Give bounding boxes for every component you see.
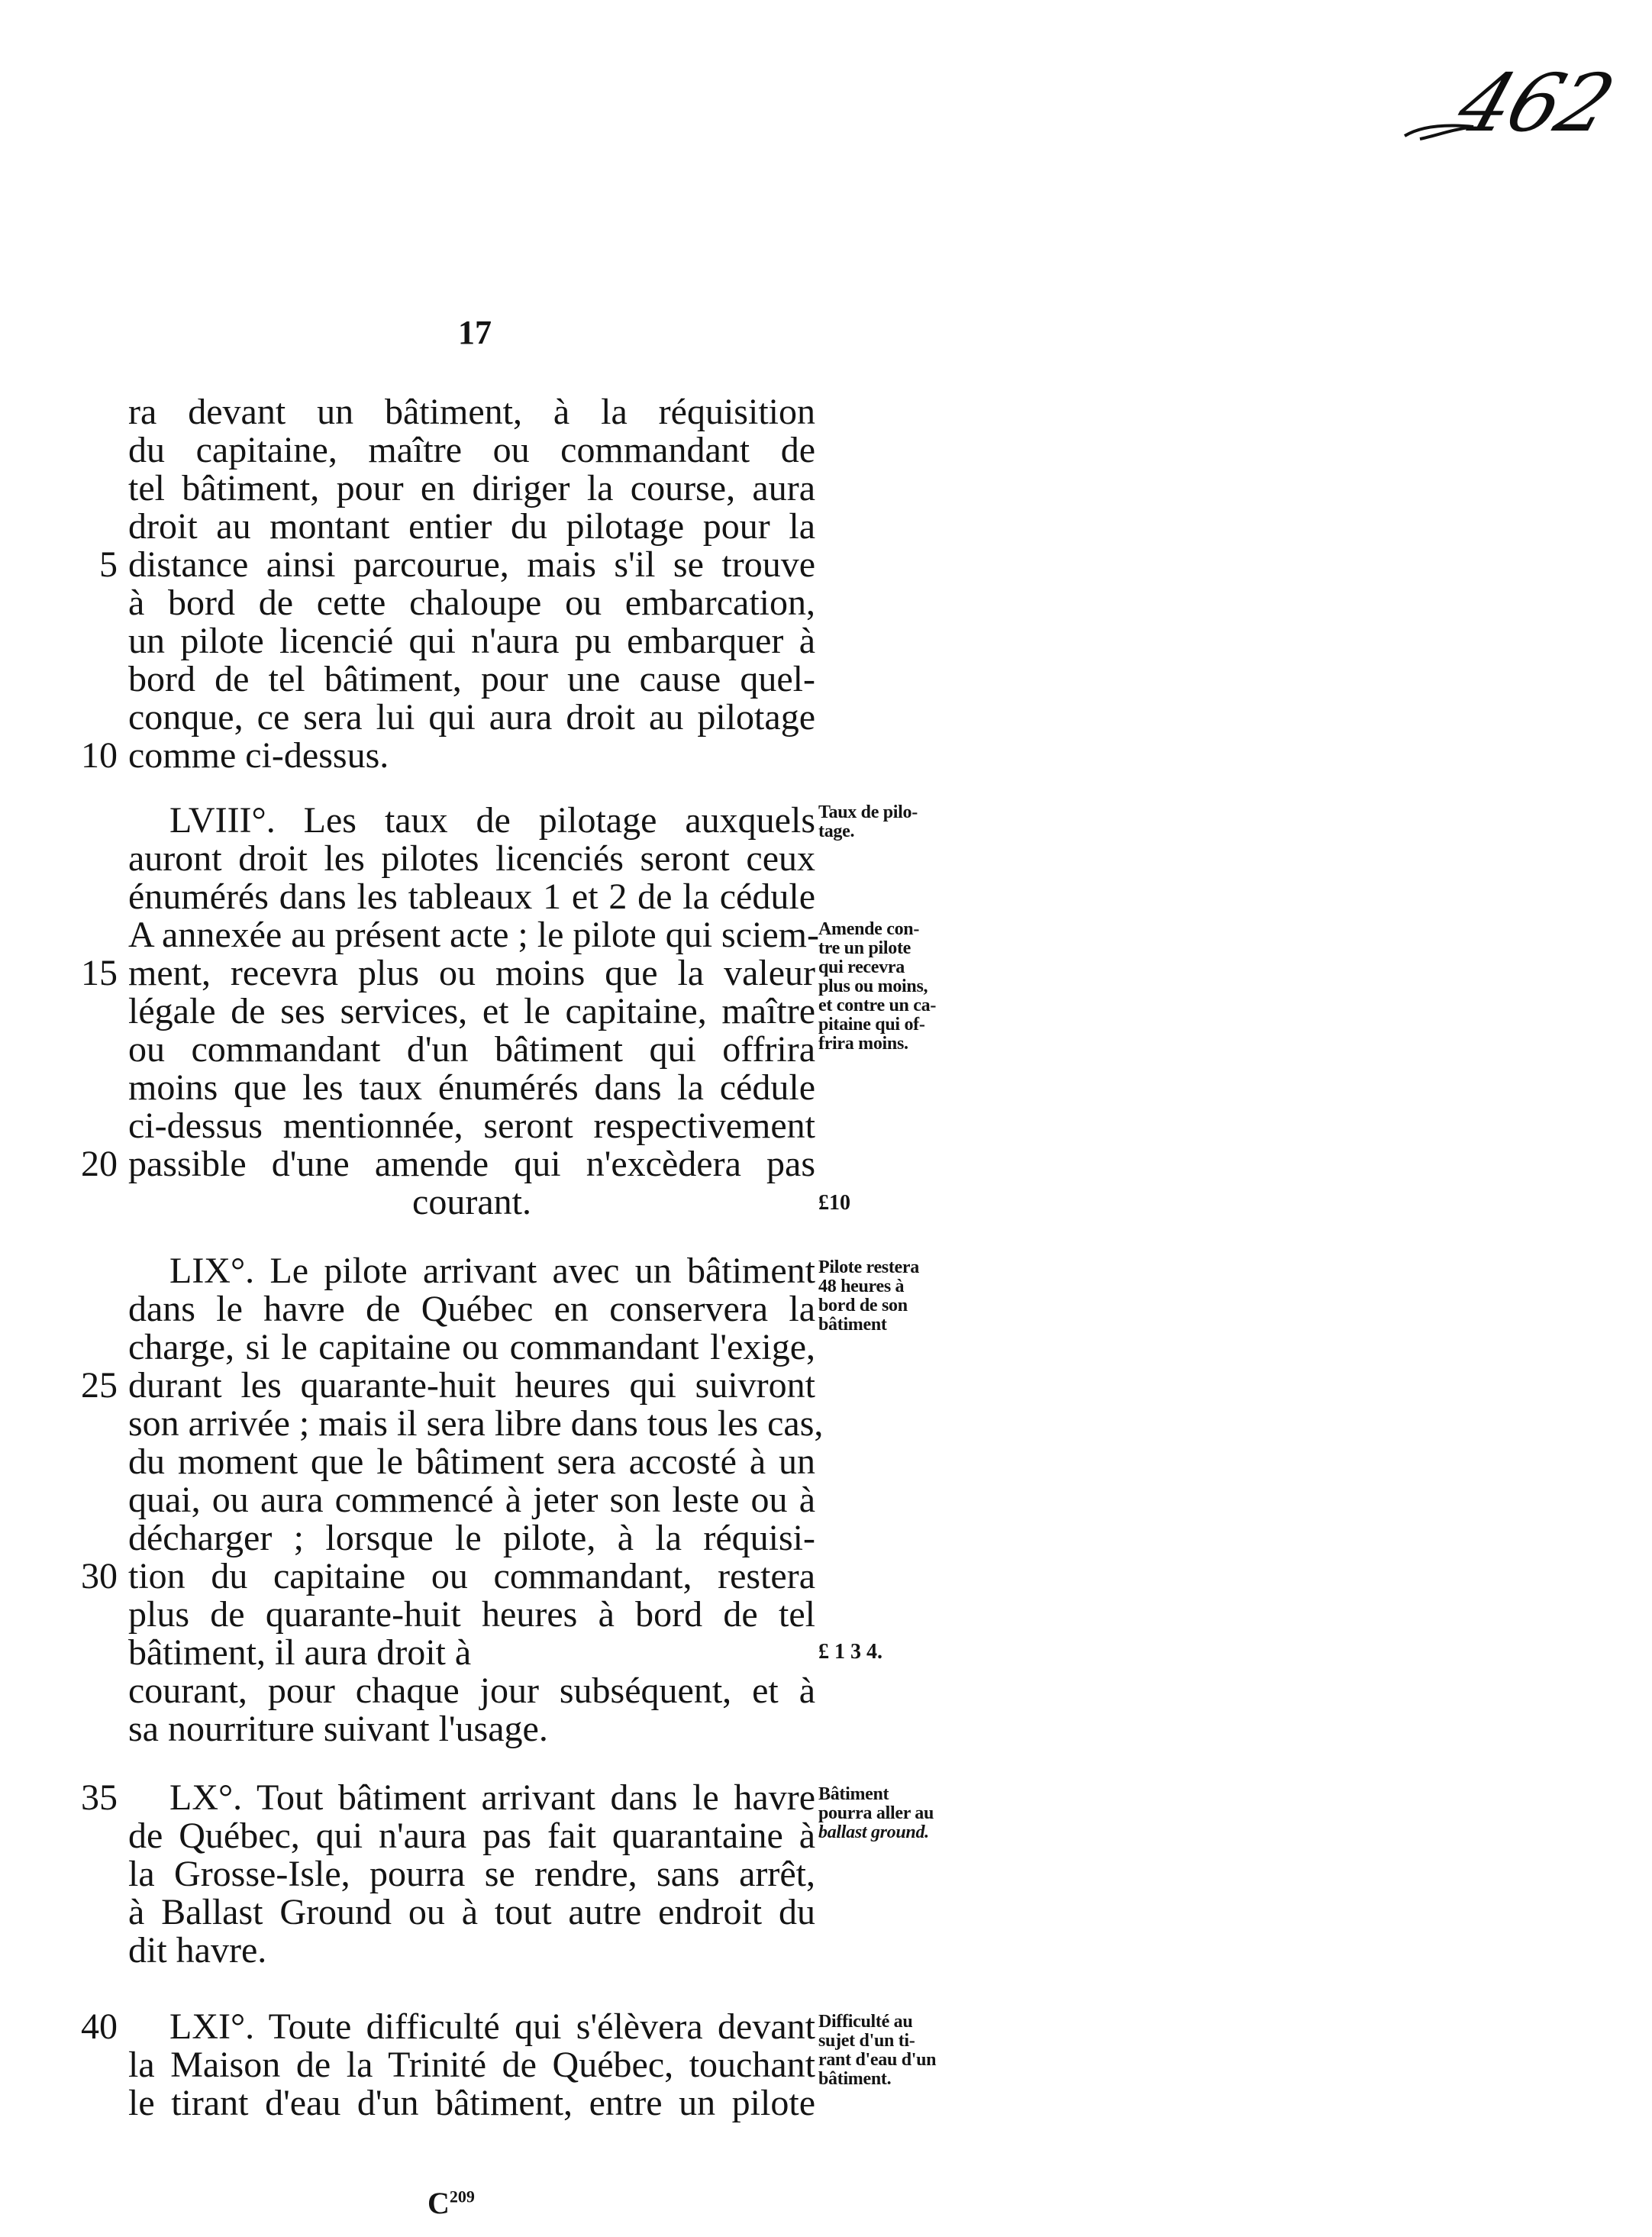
- margin-note-taux: [818, 803, 986, 841]
- line-number: 25: [81, 1365, 118, 1406]
- margin-note-line: Pilote restera: [818, 1257, 919, 1277]
- text-line: énumérés dans les tableaux 1 et 2 de la cédule: [128, 876, 815, 917]
- margin-note-pilote: [818, 1258, 986, 1335]
- text-line: ment, recevra plus ou moins que la valeur: [128, 953, 815, 993]
- margin-note-line: Difficulté au: [818, 2012, 913, 2032]
- text-line: dans le havre de Québec en conservera la: [128, 1289, 815, 1329]
- margin-note-batiment: [818, 1785, 986, 1842]
- line-number: 5: [99, 544, 118, 585]
- signature-letter: C: [428, 2186, 450, 2220]
- text-line: plus de quarante-huit heures à bord de tel: [128, 1594, 815, 1635]
- line-number: 35: [81, 1777, 118, 1818]
- text-line: passible d'une amende qui n'excèdera pas: [128, 1144, 815, 1184]
- handwritten-folio-text: 462: [1447, 56, 1625, 150]
- line-number: 30: [81, 1556, 118, 1596]
- text-line: durant les quarante-huit heures qui suivront: [128, 1365, 815, 1406]
- margin-note-line: rant d'eau d'un: [818, 2050, 937, 2070]
- text-line: de Québec, qui n'aura pas fait quarantaine à: [128, 1816, 815, 1856]
- text-line: courant.: [412, 1182, 531, 1222]
- amount-pilote: £ 1 3 4.: [818, 1640, 882, 1664]
- text-line: légale de ses services, et le capitaine, maître: [128, 991, 815, 1031]
- text-line: comme ci-dessus.: [128, 735, 389, 776]
- text-line: dit havre.: [128, 1930, 267, 1971]
- handwritten-folio-number: [1389, 53, 1625, 160]
- text-line: courant, pour chaque jour subséquent, et à: [128, 1670, 815, 1711]
- margin-note-difficulte: [818, 2013, 986, 2089]
- signature-mark: [428, 2185, 475, 2221]
- text-line: du capitaine, maître ou commandant de: [128, 430, 815, 470]
- margin-note-line: sujet d'un ti-: [818, 2031, 915, 2051]
- text-line: LX°. Tout bâtiment arrivant dans le havre: [169, 1777, 815, 1818]
- text-line: le tirant d'eau d'un bâtiment, entre un pilote: [128, 2083, 815, 2123]
- margin-note-line: ballast ground.: [818, 1822, 929, 1842]
- margin-note-line: plus ou moins,: [818, 976, 928, 996]
- margin-note-line: Taux de pilo-: [818, 802, 918, 822]
- margin-note-line: pitaine qui of-: [818, 1015, 925, 1035]
- margin-note-line: qui recevra: [818, 957, 905, 977]
- line-number: 20: [81, 1144, 118, 1184]
- line-number: 15: [81, 953, 118, 993]
- signature-number: 209: [449, 2187, 475, 2206]
- margin-note-line: frira moins.: [818, 1034, 908, 1054]
- text-line: du moment que le bâtiment sera accosté à un: [128, 1441, 815, 1482]
- text-line: un pilote licencié qui n'aura pu embarquer à: [128, 621, 815, 661]
- margin-note-line: Amende con-: [818, 919, 920, 939]
- text-line: ou commandant d'un bâtiment qui offrira: [128, 1029, 815, 1070]
- text-line: sa nourriture suivant l'usage.: [128, 1709, 548, 1749]
- text-line: LXI°. Toute difficulté qui s'élèvera devant: [169, 2006, 815, 2047]
- text-line: LVIII°. Les taux de pilotage auxquels: [169, 800, 815, 841]
- text-line: tel bâtiment, pour en diriger la course, aura: [128, 468, 815, 508]
- margin-note-line: et contre un ca-: [818, 996, 937, 1015]
- text-line: charge, si le capitaine ou commandant l'exige,: [128, 1327, 815, 1367]
- text-line: distance ainsi parcourue, mais s'il se trouve: [128, 544, 815, 585]
- text-line: à bord de cette chaloupe ou embarcation,: [128, 583, 815, 623]
- text-line: la Maison de la Trinité de Québec, touchant: [128, 2045, 815, 2085]
- text-line: LIX°. Le pilote arrivant avec un bâtiment: [169, 1251, 815, 1291]
- margin-note-line: tre un pilote: [818, 938, 911, 958]
- text-line: moins que les taux énumérés dans la cédule: [128, 1067, 815, 1108]
- margin-note-line: bâtiment.: [818, 2069, 892, 2089]
- amount-amende: £10: [818, 1191, 850, 1215]
- text-line: auront droit les pilotes licenciés seront ceux: [128, 838, 815, 879]
- text-line: bord de tel bâtiment, pour une cause quel-: [128, 659, 815, 699]
- margin-note-line: pourra aller au: [818, 1803, 934, 1823]
- margin-note-line: 48 heures à: [818, 1277, 905, 1296]
- text-line: conque, ce sera lui qui aura droit au pilotage: [128, 697, 815, 738]
- text-line: droit au montant entier du pilotage pour la: [128, 506, 815, 547]
- margin-note-line: bord de son: [818, 1296, 908, 1315]
- text-line: bâtiment, il aura droit à: [128, 1632, 472, 1673]
- margin-note-amende: [818, 920, 986, 1054]
- text-line: ra devant un bâtiment, à la réquisition: [128, 392, 815, 432]
- text-line: A annexée au présent acte ; le pilote qui sciem-: [128, 915, 819, 955]
- margin-note-line: tage.: [818, 822, 855, 841]
- text-line: la Grosse-Isle, pourra se rendre, sans arrêt,: [128, 1854, 815, 1894]
- margin-note-line: bâtiment: [818, 1315, 887, 1335]
- text-line: ci-dessus mentionnée, seront respectivement: [128, 1106, 815, 1146]
- line-number: 10: [81, 735, 118, 776]
- text-line: tion du capitaine ou commandant, restera: [128, 1556, 815, 1596]
- page-number: 17: [458, 314, 492, 351]
- line-number: 40: [81, 2006, 118, 2047]
- text-line: son arrivée ; mais il sera libre dans tous les cas,: [128, 1403, 824, 1444]
- text-line: décharger ; lorsque le pilote, à la réquisi-: [128, 1518, 815, 1558]
- text-line: à Ballast Ground ou à tout autre endroit du: [128, 1892, 815, 1932]
- text-line: quai, ou aura commencé à jeter son leste ou à: [128, 1480, 815, 1520]
- margin-note-line: Bâtiment: [818, 1784, 889, 1804]
